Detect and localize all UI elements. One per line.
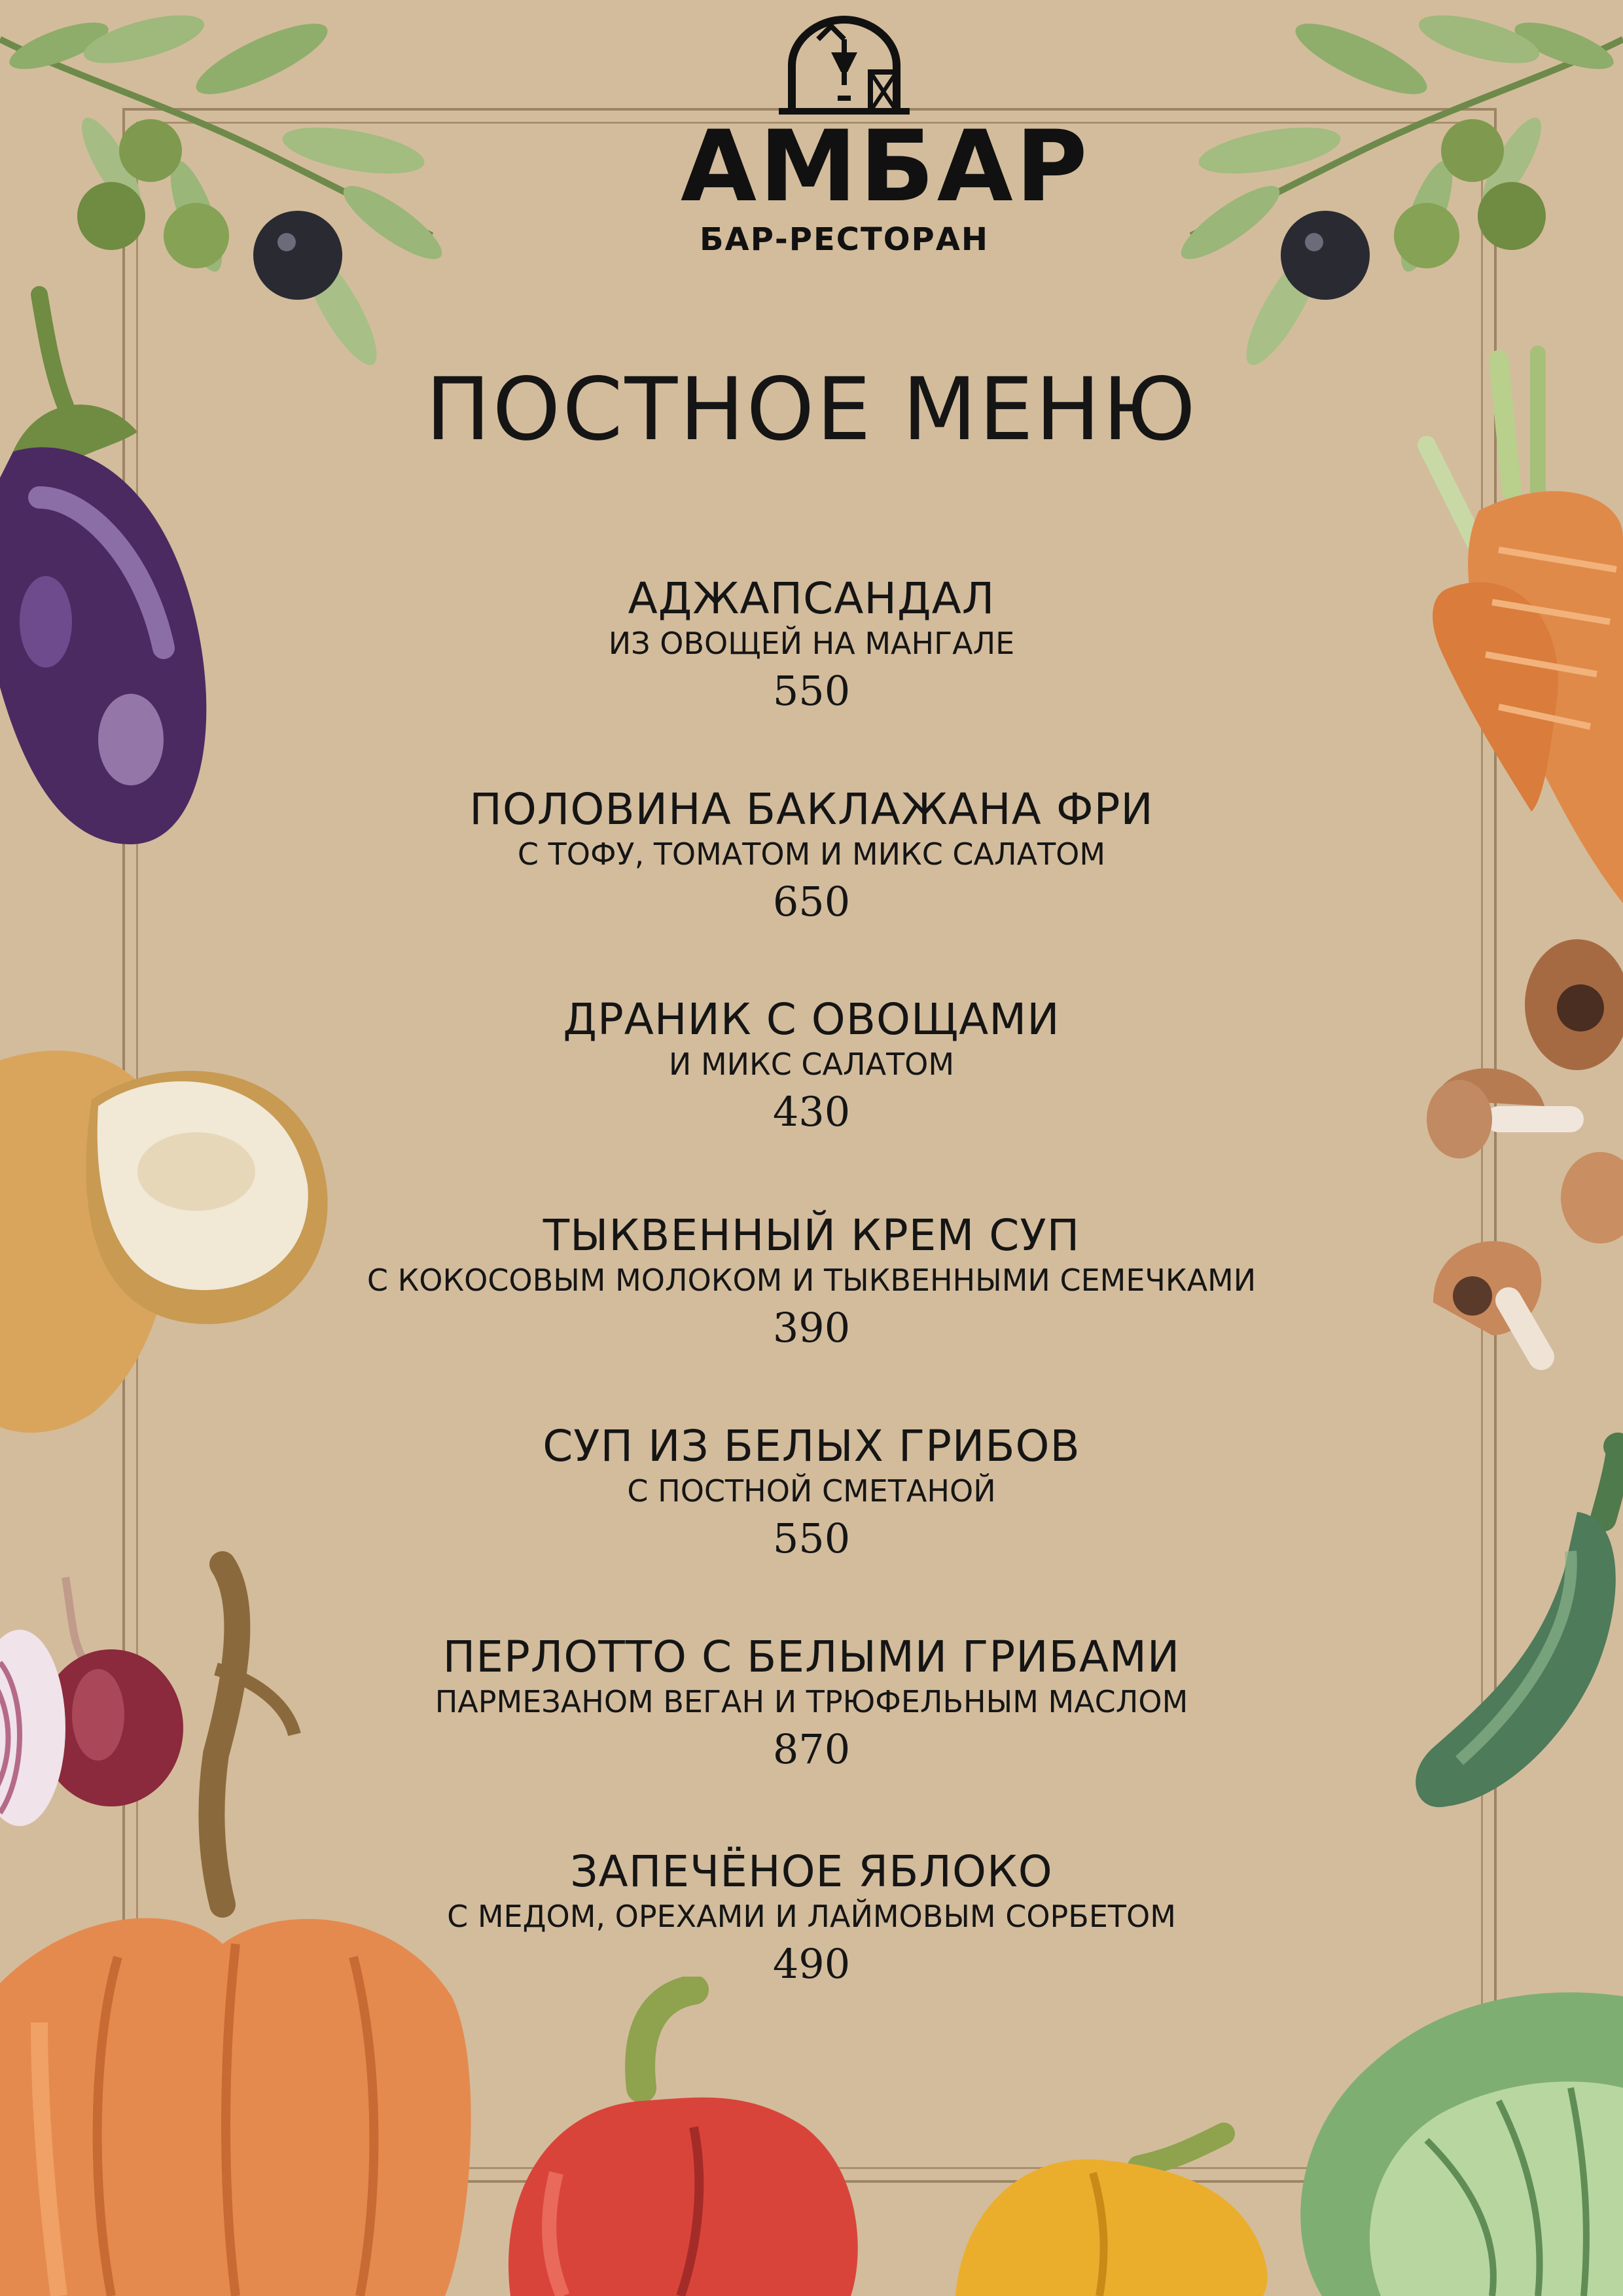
brand-name: АМБАР bbox=[681, 110, 1090, 224]
dish-description: ИЗ ОВОЩЕЙ НА МАНГАЛЕ bbox=[608, 626, 1015, 661]
dish-price: 550 bbox=[772, 1515, 851, 1562]
dish-name: ЗАПЕЧЁНОЕ ЯБЛОКО bbox=[570, 1846, 1053, 1897]
red-pepper-icon bbox=[497, 1977, 864, 2296]
page-title: ПОСТНОЕ МЕНЮ bbox=[425, 359, 1198, 460]
menu-item bbox=[0, 1631, 1623, 1779]
dish-name: ПЕРЛОТТО С БЕЛЫМИ ГРИБАМИ bbox=[442, 1632, 1181, 1682]
menu-item bbox=[0, 1420, 1623, 1568]
menu-item bbox=[0, 783, 1623, 931]
olive-branch-icon bbox=[1178, 0, 1623, 367]
yellow-pepper-icon bbox=[949, 2108, 1289, 2296]
menu-item bbox=[0, 994, 1623, 1141]
dish-name: АДЖАПСАНДАЛ bbox=[628, 573, 995, 624]
dish-description: И МИКС САЛАТОМ bbox=[668, 1047, 955, 1082]
dish-name: ПОЛОВИНА БАКЛАЖАНА ФРИ bbox=[469, 784, 1154, 834]
dish-description: С ПОСТНОЙ СМЕТАНОЙ bbox=[627, 1473, 996, 1509]
menu-item bbox=[0, 573, 1623, 721]
dish-price: 490 bbox=[772, 1940, 851, 1988]
restaurant-logo bbox=[681, 13, 1090, 262]
menu-item bbox=[0, 1210, 1623, 1357]
dish-description: ПАРМЕЗАНОМ ВЕГАН И ТРЮФЕЛЬНЫМ МАСЛОМ bbox=[435, 1684, 1188, 1719]
dish-name: СУП ИЗ БЕЛЫХ ГРИБОВ bbox=[543, 1421, 1080, 1471]
dish-description: С МЕДОМ, ОРЕХАМИ И ЛАЙМОВЫМ СОРБЕТОМ bbox=[447, 1899, 1176, 1934]
dish-description: С ТОФУ, ТОМАТОМ И МИКС САЛАТОМ bbox=[517, 836, 1106, 872]
dish-description: С КОКОСОВЫМ МОЛОКОМ И ТЫКВЕННЫМИ СЕМЕЧКАМИ bbox=[366, 1263, 1257, 1298]
dish-name: ДРАНИК С ОВОЩАМИ bbox=[563, 994, 1060, 1045]
dish-price: 550 bbox=[772, 667, 851, 715]
barn-icon bbox=[779, 13, 910, 124]
dish-price: 390 bbox=[772, 1304, 851, 1352]
dish-price: 430 bbox=[772, 1088, 851, 1136]
dish-price: 870 bbox=[772, 1725, 851, 1773]
menu-item bbox=[0, 1846, 1623, 1994]
dish-price: 650 bbox=[772, 878, 851, 925]
brand-subtitle: БАР-РЕСТОРАН bbox=[699, 221, 990, 258]
dish-name: ТЫКВЕННЫЙ КРЕМ СУП bbox=[543, 1210, 1080, 1261]
